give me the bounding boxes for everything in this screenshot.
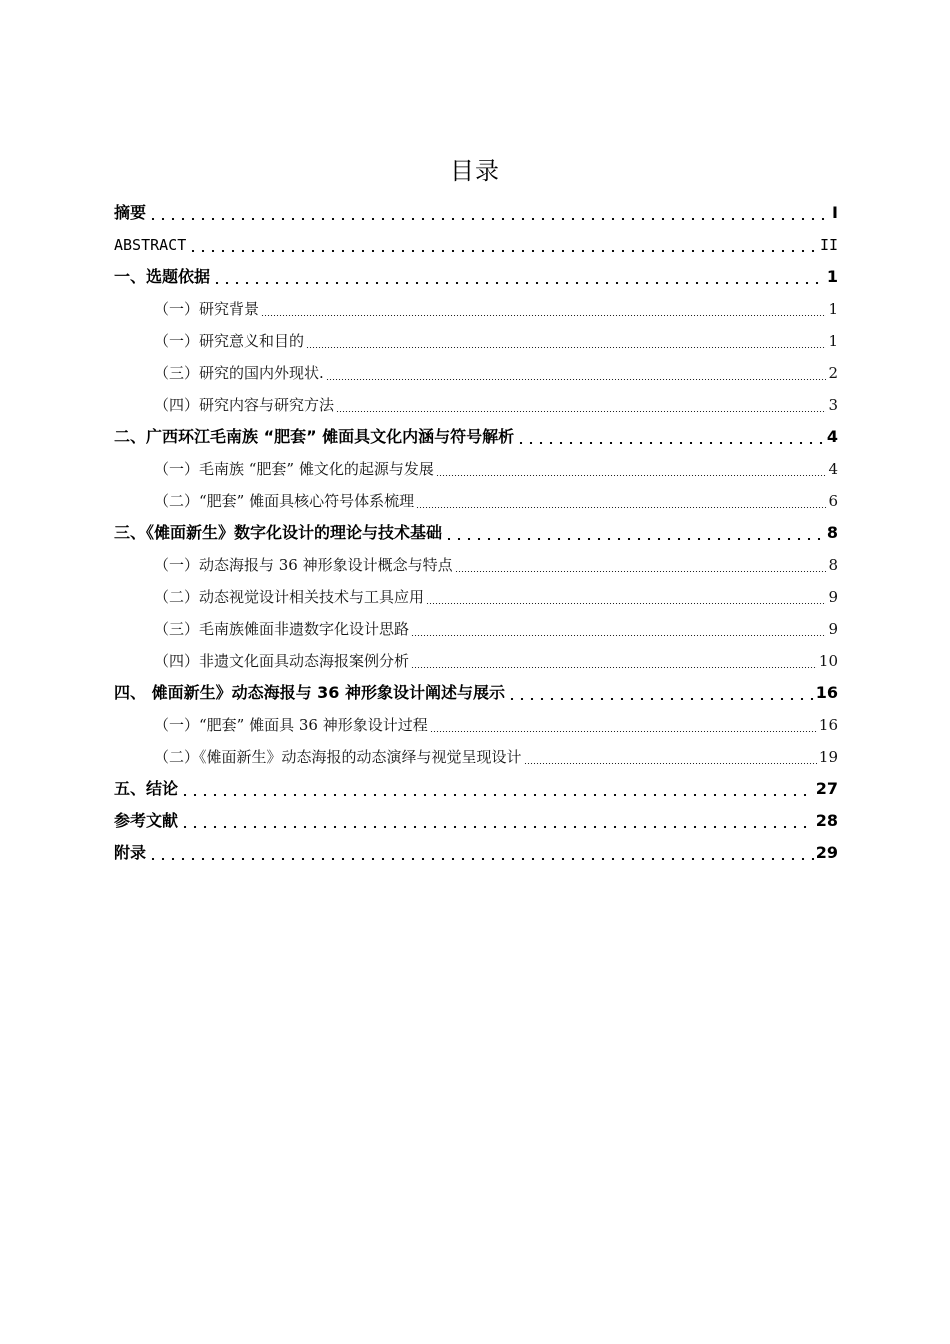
toc-entry-chapter[interactable] [114, 197, 838, 229]
toc-entry-label: 四、 傩面新生》动态海报与 36 神形象设计阐述与展示 [114, 683, 505, 702]
toc-entry-chapter[interactable] [114, 677, 838, 709]
toc-entry-page-number: 6 [828, 492, 838, 510]
toc-entry-section[interactable] [114, 709, 838, 741]
toc-entry-label: （二）动态视觉设计相关技术与工具应用 [154, 588, 425, 606]
toc-entry-page-number: 8 [828, 556, 838, 574]
toc-entry-label: 五、结论 [114, 779, 179, 798]
dot-leader [507, 677, 814, 709]
toc-entry-section[interactable] [114, 741, 838, 773]
dot-leader [411, 613, 826, 645]
toc-entry-chapter[interactable] [114, 421, 838, 453]
toc-entry-page-number: 29 [815, 843, 838, 862]
toc-entry-section[interactable] [114, 357, 838, 389]
toc-entry-section[interactable] [114, 549, 838, 581]
toc-entry-page-number: 9 [828, 588, 838, 606]
toc-list [114, 197, 838, 869]
toc-entry-label: 三、《傩面新生》数字化设计的理论与技术基础 [114, 523, 443, 542]
toc-entry-label: 摘要 [114, 203, 147, 222]
dot-leader [148, 837, 814, 869]
toc-entry-chapter[interactable] [114, 837, 838, 869]
toc-entry-page-number: I [832, 203, 838, 222]
dot-leader [411, 645, 817, 677]
toc-entry-section[interactable] [114, 581, 838, 613]
toc-entry-page-number: 4 [826, 427, 838, 446]
toc-entry-page-number: 1 [828, 300, 838, 318]
toc-entry-chapter[interactable] [114, 229, 838, 261]
dot-leader [188, 229, 818, 261]
dot-leader [180, 773, 814, 805]
toc-entry-section[interactable] [114, 613, 838, 645]
toc-entry-label: ABSTRACT [114, 236, 187, 254]
toc-entry-page-number: 19 [818, 748, 838, 766]
dot-leader [212, 261, 825, 293]
toc-entry-label: （一）动态海报与 36 神形象设计概念与特点 [154, 556, 453, 574]
toc-entry-label: （一）毛南族 “肥套” 傩文化的起源与发展 [154, 460, 434, 478]
toc-entry-label: （三）毛南族傩面非遗数字化设计思路 [154, 620, 410, 638]
toc-title: 目录 [450, 157, 500, 185]
toc-entry-label: 一、选题依据 [114, 267, 211, 286]
toc-entry-page-number: 16 [818, 716, 838, 734]
toc-entry-section[interactable] [114, 485, 838, 517]
dot-leader [306, 325, 826, 357]
toc-entry-page-number: 2 [828, 364, 838, 382]
toc-entry-label: （二）“肥套” 傩面具核心符号体系梳理 [154, 492, 415, 510]
dot-leader [336, 389, 826, 421]
dot-leader [524, 741, 817, 773]
toc-entry-chapter[interactable] [114, 261, 838, 293]
toc-entry-label: （一）“肥套” 傩面具 36 神形象设计过程 [154, 716, 428, 734]
toc-entry-page-number: 10 [818, 652, 838, 670]
dot-leader [430, 709, 817, 741]
toc-entry-chapter[interactable] [114, 773, 838, 805]
dot-leader [261, 293, 826, 325]
toc-entry-section[interactable] [114, 293, 838, 325]
toc-entry-page-number: 16 [815, 683, 838, 702]
dot-leader [148, 197, 830, 229]
toc-entry-page-number: 27 [815, 779, 838, 798]
dot-leader [436, 453, 827, 485]
toc-entry-page-number: 3 [828, 396, 838, 414]
toc-entry-page-number: 9 [828, 620, 838, 638]
toc-entry-label: （三）研究的国内外现状. [154, 364, 324, 382]
toc-entry-page-number: 1 [828, 332, 838, 350]
toc-entry-chapter[interactable] [114, 805, 838, 837]
toc-entry-section[interactable] [114, 645, 838, 677]
dot-leader [416, 485, 826, 517]
dot-leader [444, 517, 825, 549]
dot-leader [455, 549, 827, 581]
toc-entry-label: （二）《傩面新生》动态海报的动态演绎与视觉呈现设计 [154, 748, 522, 766]
toc-entry-label: （四）非遗文化面具动态海报案例分析 [154, 652, 410, 670]
toc-entry-label: 参考文献 [114, 811, 179, 830]
toc-entry-label: （一）研究意义和目的 [154, 332, 305, 350]
toc-entry-page-number: 28 [815, 811, 838, 830]
toc-entry-section[interactable] [114, 389, 838, 421]
dot-leader [516, 421, 825, 453]
toc-entry-page-number: 8 [826, 523, 838, 542]
toc-entry-label: 附录 [114, 843, 147, 862]
dot-leader [326, 357, 827, 389]
toc-entry-page-number: II [819, 236, 838, 254]
toc-entry-label: 二、广西环江毛南族 “肥套” 傩面具文化内涵与符号解析 [114, 427, 515, 446]
toc-entry-chapter[interactable] [114, 517, 838, 549]
toc-entry-section[interactable] [114, 453, 838, 485]
dot-leader [426, 581, 826, 613]
toc-entry-page-number: 1 [826, 267, 838, 286]
toc-entry-page-number: 4 [828, 460, 838, 478]
toc-entry-label: （四）研究内容与研究方法 [154, 396, 335, 414]
toc-entry-label: （一）研究背景 [154, 300, 260, 318]
dot-leader [180, 805, 814, 837]
toc-entry-section[interactable] [114, 325, 838, 357]
